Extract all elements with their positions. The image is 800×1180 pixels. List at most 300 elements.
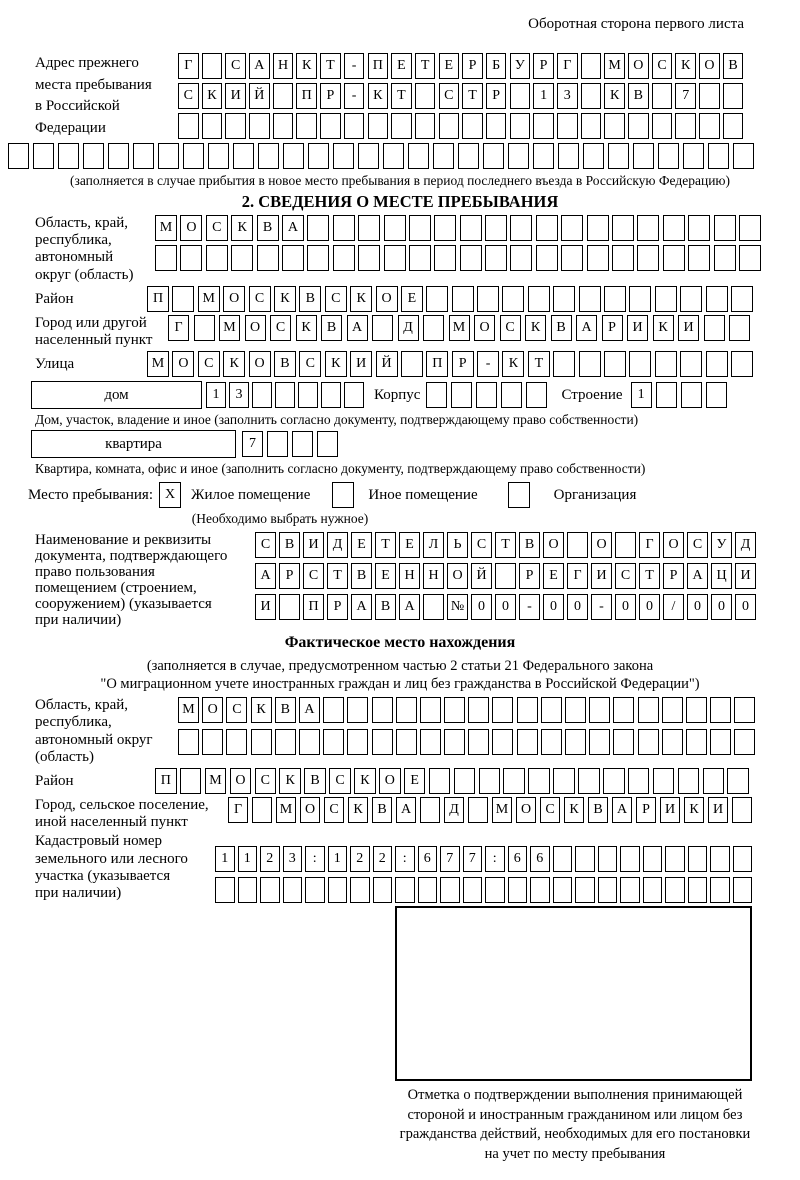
char-box[interactable] [460, 215, 482, 241]
char-box[interactable]: К [350, 286, 372, 312]
char-box[interactable] [578, 768, 600, 794]
char-box[interactable]: А [255, 563, 276, 589]
char-box[interactable]: / [663, 594, 684, 620]
char-box[interactable] [739, 215, 761, 241]
char-box[interactable]: Р [533, 53, 554, 79]
char-box[interactable]: К [653, 315, 674, 341]
char-box[interactable]: О [223, 286, 245, 312]
char-box[interactable] [714, 215, 736, 241]
char-box[interactable] [731, 351, 753, 377]
char-box[interactable]: О [663, 532, 684, 558]
char-box[interactable] [587, 215, 609, 241]
char-box[interactable]: У [510, 53, 531, 79]
char-box[interactable]: 7 [463, 846, 483, 872]
char-box[interactable]: М [276, 797, 296, 823]
char-box[interactable]: С [249, 286, 271, 312]
char-box[interactable] [460, 245, 482, 271]
char-box[interactable]: В [275, 697, 296, 723]
char-box[interactable]: В [257, 215, 279, 241]
char-box[interactable] [536, 245, 558, 271]
char-box[interactable] [510, 245, 532, 271]
char-box[interactable] [401, 351, 423, 377]
char-box[interactable] [249, 113, 270, 139]
char-box[interactable] [434, 245, 456, 271]
char-box[interactable]: М [492, 797, 512, 823]
char-box[interactable]: П [368, 53, 389, 79]
char-box[interactable] [508, 877, 528, 903]
char-box[interactable] [178, 113, 199, 139]
char-box[interactable]: В [299, 286, 321, 312]
char-box[interactable] [58, 143, 79, 169]
char-box[interactable]: 6 [530, 846, 550, 872]
char-box[interactable] [492, 729, 513, 755]
char-box[interactable] [396, 697, 417, 723]
char-box[interactable]: Р [452, 351, 474, 377]
char-box[interactable] [468, 697, 489, 723]
char-box[interactable] [581, 83, 602, 109]
char-box[interactable] [541, 697, 562, 723]
char-box[interactable]: Р [320, 83, 341, 109]
char-box[interactable] [317, 431, 338, 457]
char-box[interactable] [180, 245, 202, 271]
char-box[interactable] [307, 245, 329, 271]
char-box[interactable] [83, 143, 104, 169]
char-box[interactable]: Н [399, 563, 420, 589]
char-box[interactable]: В [321, 315, 342, 341]
char-box[interactable] [283, 143, 304, 169]
char-box[interactable]: - [591, 594, 612, 620]
char-box[interactable] [620, 877, 640, 903]
char-box[interactable] [608, 143, 629, 169]
char-box[interactable] [384, 245, 406, 271]
char-box[interactable]: С [303, 563, 324, 589]
char-box[interactable] [344, 382, 364, 408]
char-box[interactable] [739, 245, 761, 271]
char-box[interactable] [656, 382, 677, 408]
char-box[interactable]: О [543, 532, 564, 558]
char-box[interactable] [643, 877, 663, 903]
char-box[interactable] [658, 143, 679, 169]
char-box[interactable] [279, 594, 300, 620]
char-box[interactable]: Е [404, 768, 426, 794]
char-box[interactable] [415, 113, 436, 139]
char-box[interactable]: А [399, 594, 420, 620]
char-box[interactable] [583, 143, 604, 169]
char-box[interactable] [231, 245, 253, 271]
char-box[interactable] [587, 245, 609, 271]
char-box[interactable] [423, 315, 444, 341]
char-box[interactable]: 3 [557, 83, 578, 109]
char-box[interactable]: С [255, 532, 276, 558]
char-box[interactable] [723, 83, 744, 109]
char-box[interactable]: Е [391, 53, 412, 79]
char-box[interactable]: С [206, 215, 228, 241]
char-box[interactable] [485, 245, 507, 271]
char-box[interactable]: Т [327, 563, 348, 589]
char-box[interactable]: Р [663, 563, 684, 589]
char-box[interactable]: М [198, 286, 220, 312]
char-box[interactable] [307, 215, 329, 241]
char-box[interactable] [615, 532, 636, 558]
char-box[interactable] [372, 315, 393, 341]
char-box[interactable]: С [299, 351, 321, 377]
char-box[interactable] [581, 113, 602, 139]
char-box[interactable] [328, 877, 348, 903]
char-box[interactable]: М [205, 768, 227, 794]
char-box[interactable] [638, 729, 659, 755]
char-box[interactable]: Р [602, 315, 623, 341]
char-box[interactable]: 2 [373, 846, 393, 872]
char-box[interactable]: 2 [350, 846, 370, 872]
char-box[interactable]: В [551, 315, 572, 341]
char-box[interactable] [688, 877, 708, 903]
char-box[interactable] [172, 286, 194, 312]
char-box[interactable]: О [376, 286, 398, 312]
char-box[interactable] [202, 113, 223, 139]
char-box[interactable]: К [368, 83, 389, 109]
char-box[interactable]: Д [444, 797, 464, 823]
char-box[interactable]: П [147, 286, 169, 312]
char-box[interactable]: Е [401, 286, 423, 312]
char-box[interactable] [517, 697, 538, 723]
char-box[interactable] [423, 594, 444, 620]
char-box[interactable] [575, 846, 595, 872]
char-box[interactable] [663, 215, 685, 241]
char-box[interactable]: М [219, 315, 240, 341]
char-box[interactable]: С [652, 53, 673, 79]
char-box[interactable]: Р [486, 83, 507, 109]
char-box[interactable]: А [282, 215, 304, 241]
char-box[interactable]: С [325, 286, 347, 312]
char-box[interactable]: - [477, 351, 499, 377]
char-box[interactable]: А [612, 797, 632, 823]
char-box[interactable]: А [351, 594, 372, 620]
char-box[interactable]: 7 [242, 431, 263, 457]
char-box[interactable]: И [591, 563, 612, 589]
char-box[interactable] [665, 877, 685, 903]
char-box[interactable] [395, 877, 415, 903]
char-box[interactable] [579, 286, 601, 312]
char-box[interactable] [536, 215, 558, 241]
char-box[interactable]: Р [636, 797, 656, 823]
char-box[interactable]: Е [375, 563, 396, 589]
char-box[interactable]: О [699, 53, 720, 79]
char-box[interactable] [553, 877, 573, 903]
char-box[interactable] [202, 729, 223, 755]
char-box[interactable] [612, 245, 634, 271]
char-box[interactable] [688, 215, 710, 241]
char-box[interactable] [108, 143, 129, 169]
char-box[interactable] [533, 143, 554, 169]
char-box[interactable]: Г [228, 797, 248, 823]
char-box[interactable] [260, 877, 280, 903]
char-box[interactable] [652, 113, 673, 139]
char-box[interactable]: О [245, 315, 266, 341]
char-box[interactable]: Ь [447, 532, 468, 558]
char-box[interactable] [501, 382, 522, 408]
char-box[interactable]: Г [178, 53, 199, 79]
char-box[interactable]: Р [462, 53, 483, 79]
char-box[interactable]: - [344, 83, 365, 109]
char-box[interactable] [479, 768, 501, 794]
char-box[interactable] [612, 215, 634, 241]
char-box[interactable]: 1 [238, 846, 258, 872]
char-box[interactable] [731, 286, 753, 312]
char-box[interactable]: Г [557, 53, 578, 79]
char-box[interactable]: О [202, 697, 223, 723]
char-box[interactable] [350, 877, 370, 903]
char-box[interactable] [323, 729, 344, 755]
char-box[interactable] [444, 697, 465, 723]
char-box[interactable]: В [274, 351, 296, 377]
char-box[interactable]: № [447, 594, 468, 620]
char-box[interactable]: С [324, 797, 344, 823]
char-box[interactable]: Т [415, 53, 436, 79]
char-box[interactable]: И [303, 532, 324, 558]
char-box[interactable]: М [147, 351, 169, 377]
char-box[interactable]: Б [486, 53, 507, 79]
char-box[interactable]: К [279, 768, 301, 794]
char-box[interactable]: К [223, 351, 245, 377]
char-box[interactable]: Г [567, 563, 588, 589]
char-box[interactable] [686, 697, 707, 723]
char-box[interactable]: 2 [260, 846, 280, 872]
char-box[interactable] [528, 286, 550, 312]
char-box[interactable]: А [687, 563, 708, 589]
char-box[interactable] [553, 846, 573, 872]
char-box[interactable]: С [226, 697, 247, 723]
char-box[interactable] [581, 53, 602, 79]
char-box[interactable] [292, 431, 313, 457]
char-box[interactable] [680, 286, 702, 312]
char-box[interactable] [734, 729, 755, 755]
char-box[interactable] [604, 113, 625, 139]
char-box[interactable]: П [303, 594, 324, 620]
char-box[interactable] [429, 768, 451, 794]
char-box[interactable]: : [485, 846, 505, 872]
char-box[interactable]: И [350, 351, 372, 377]
char-box[interactable] [665, 846, 685, 872]
char-box[interactable] [603, 768, 625, 794]
char-box[interactable]: У [711, 532, 732, 558]
char-box[interactable]: 0 [687, 594, 708, 620]
char-box[interactable] [321, 382, 341, 408]
char-box[interactable] [510, 215, 532, 241]
char-box[interactable] [226, 729, 247, 755]
char-box[interactable] [643, 846, 663, 872]
char-box[interactable] [579, 351, 601, 377]
char-box[interactable]: С [687, 532, 708, 558]
char-box[interactable] [604, 286, 626, 312]
char-box[interactable] [567, 532, 588, 558]
char-box[interactable] [706, 382, 727, 408]
char-box[interactable] [714, 245, 736, 271]
char-box[interactable]: М [449, 315, 470, 341]
char-box[interactable] [734, 697, 755, 723]
char-box[interactable]: В [304, 768, 326, 794]
char-box[interactable]: 0 [567, 594, 588, 620]
char-box[interactable]: А [347, 315, 368, 341]
char-box[interactable] [444, 729, 465, 755]
char-box[interactable]: К [325, 351, 347, 377]
char-box[interactable] [347, 729, 368, 755]
char-box[interactable] [420, 697, 441, 723]
char-box[interactable] [604, 351, 626, 377]
char-box[interactable]: 0 [711, 594, 732, 620]
char-box[interactable] [323, 697, 344, 723]
char-box[interactable] [733, 143, 754, 169]
checkbox-zhiloe[interactable]: X [159, 482, 181, 508]
char-box[interactable] [320, 113, 341, 139]
char-box[interactable] [368, 113, 389, 139]
char-box[interactable]: Д [327, 532, 348, 558]
char-box[interactable] [418, 877, 438, 903]
char-box[interactable]: В [351, 563, 372, 589]
char-box[interactable]: И [255, 594, 276, 620]
char-box[interactable] [434, 215, 456, 241]
char-box[interactable] [629, 351, 651, 377]
char-box[interactable] [373, 877, 393, 903]
char-box[interactable] [225, 113, 246, 139]
char-box[interactable] [206, 245, 228, 271]
char-box[interactable] [727, 768, 749, 794]
char-box[interactable]: К [296, 315, 317, 341]
char-box[interactable] [553, 286, 575, 312]
char-box[interactable] [553, 351, 575, 377]
char-box[interactable]: В [375, 594, 396, 620]
char-box[interactable] [440, 877, 460, 903]
char-box[interactable]: П [426, 351, 448, 377]
char-box[interactable] [733, 846, 753, 872]
char-box[interactable] [526, 382, 547, 408]
char-box[interactable] [252, 797, 272, 823]
char-box[interactable]: 3 [229, 382, 249, 408]
char-box[interactable] [358, 143, 379, 169]
char-box[interactable] [637, 215, 659, 241]
char-box[interactable]: 7 [440, 846, 460, 872]
char-box[interactable]: В [519, 532, 540, 558]
char-box[interactable]: А [249, 53, 270, 79]
char-box[interactable]: А [576, 315, 597, 341]
char-box[interactable]: К [502, 351, 524, 377]
char-box[interactable] [238, 877, 258, 903]
char-box[interactable]: А [299, 697, 320, 723]
char-box[interactable] [372, 697, 393, 723]
char-box[interactable] [628, 113, 649, 139]
char-box[interactable]: В [628, 83, 649, 109]
char-box[interactable]: М [604, 53, 625, 79]
char-box[interactable] [439, 113, 460, 139]
char-box[interactable] [703, 768, 725, 794]
char-box[interactable]: К [564, 797, 584, 823]
checkbox-organizatsiya[interactable] [508, 482, 530, 508]
char-box[interactable] [688, 846, 708, 872]
char-box[interactable]: А [396, 797, 416, 823]
char-box[interactable] [409, 245, 431, 271]
char-box[interactable] [463, 877, 483, 903]
char-box[interactable]: Н [423, 563, 444, 589]
char-box[interactable] [495, 563, 516, 589]
char-box[interactable]: К [525, 315, 546, 341]
char-box[interactable]: О [628, 53, 649, 79]
char-box[interactable] [561, 215, 583, 241]
char-box[interactable] [452, 286, 474, 312]
char-box[interactable]: С [615, 563, 636, 589]
char-box[interactable]: С [225, 53, 246, 79]
char-box[interactable]: 0 [615, 594, 636, 620]
char-box[interactable] [680, 351, 702, 377]
char-box[interactable]: О [172, 351, 194, 377]
char-box[interactable] [477, 286, 499, 312]
char-box[interactable] [706, 286, 728, 312]
checkbox-inoe[interactable] [332, 482, 354, 508]
char-box[interactable]: Ц [711, 563, 732, 589]
char-box[interactable] [282, 245, 304, 271]
char-box[interactable]: П [155, 768, 177, 794]
char-box[interactable]: Р [519, 563, 540, 589]
char-box[interactable]: К [604, 83, 625, 109]
char-box[interactable] [613, 697, 634, 723]
char-box[interactable]: Р [279, 563, 300, 589]
char-box[interactable]: С [255, 768, 277, 794]
char-box[interactable] [426, 382, 447, 408]
char-box[interactable]: О [474, 315, 495, 341]
char-box[interactable] [468, 797, 488, 823]
char-box[interactable] [454, 768, 476, 794]
char-box[interactable] [699, 83, 720, 109]
char-box[interactable]: В [372, 797, 392, 823]
char-box[interactable] [729, 315, 750, 341]
char-box[interactable] [553, 768, 575, 794]
char-box[interactable] [688, 245, 710, 271]
char-box[interactable] [283, 877, 303, 903]
char-box[interactable]: Л [423, 532, 444, 558]
char-box[interactable] [476, 382, 497, 408]
char-box[interactable] [384, 215, 406, 241]
char-box[interactable] [33, 143, 54, 169]
char-box[interactable] [620, 846, 640, 872]
char-box[interactable] [633, 143, 654, 169]
char-box[interactable]: Т [375, 532, 396, 558]
char-box[interactable] [589, 729, 610, 755]
char-box[interactable] [686, 729, 707, 755]
char-box[interactable]: С [198, 351, 220, 377]
char-box[interactable] [589, 697, 610, 723]
char-box[interactable] [252, 382, 272, 408]
char-box[interactable] [485, 215, 507, 241]
char-box[interactable] [530, 877, 550, 903]
char-box[interactable] [492, 697, 513, 723]
char-box[interactable]: П [296, 83, 317, 109]
char-box[interactable]: С [471, 532, 492, 558]
char-box[interactable] [710, 729, 731, 755]
char-box[interactable]: Г [639, 532, 660, 558]
char-box[interactable] [468, 729, 489, 755]
char-box[interactable]: Д [735, 532, 756, 558]
char-box[interactable]: К [251, 697, 272, 723]
char-box[interactable]: 0 [639, 594, 660, 620]
char-box[interactable]: К [348, 797, 368, 823]
char-box[interactable]: Т [639, 563, 660, 589]
char-box[interactable] [391, 113, 412, 139]
char-box[interactable]: И [660, 797, 680, 823]
char-box[interactable]: М [178, 697, 199, 723]
char-box[interactable] [557, 113, 578, 139]
char-box[interactable]: И [735, 563, 756, 589]
char-box[interactable] [258, 143, 279, 169]
char-box[interactable] [662, 697, 683, 723]
char-box[interactable] [183, 143, 204, 169]
